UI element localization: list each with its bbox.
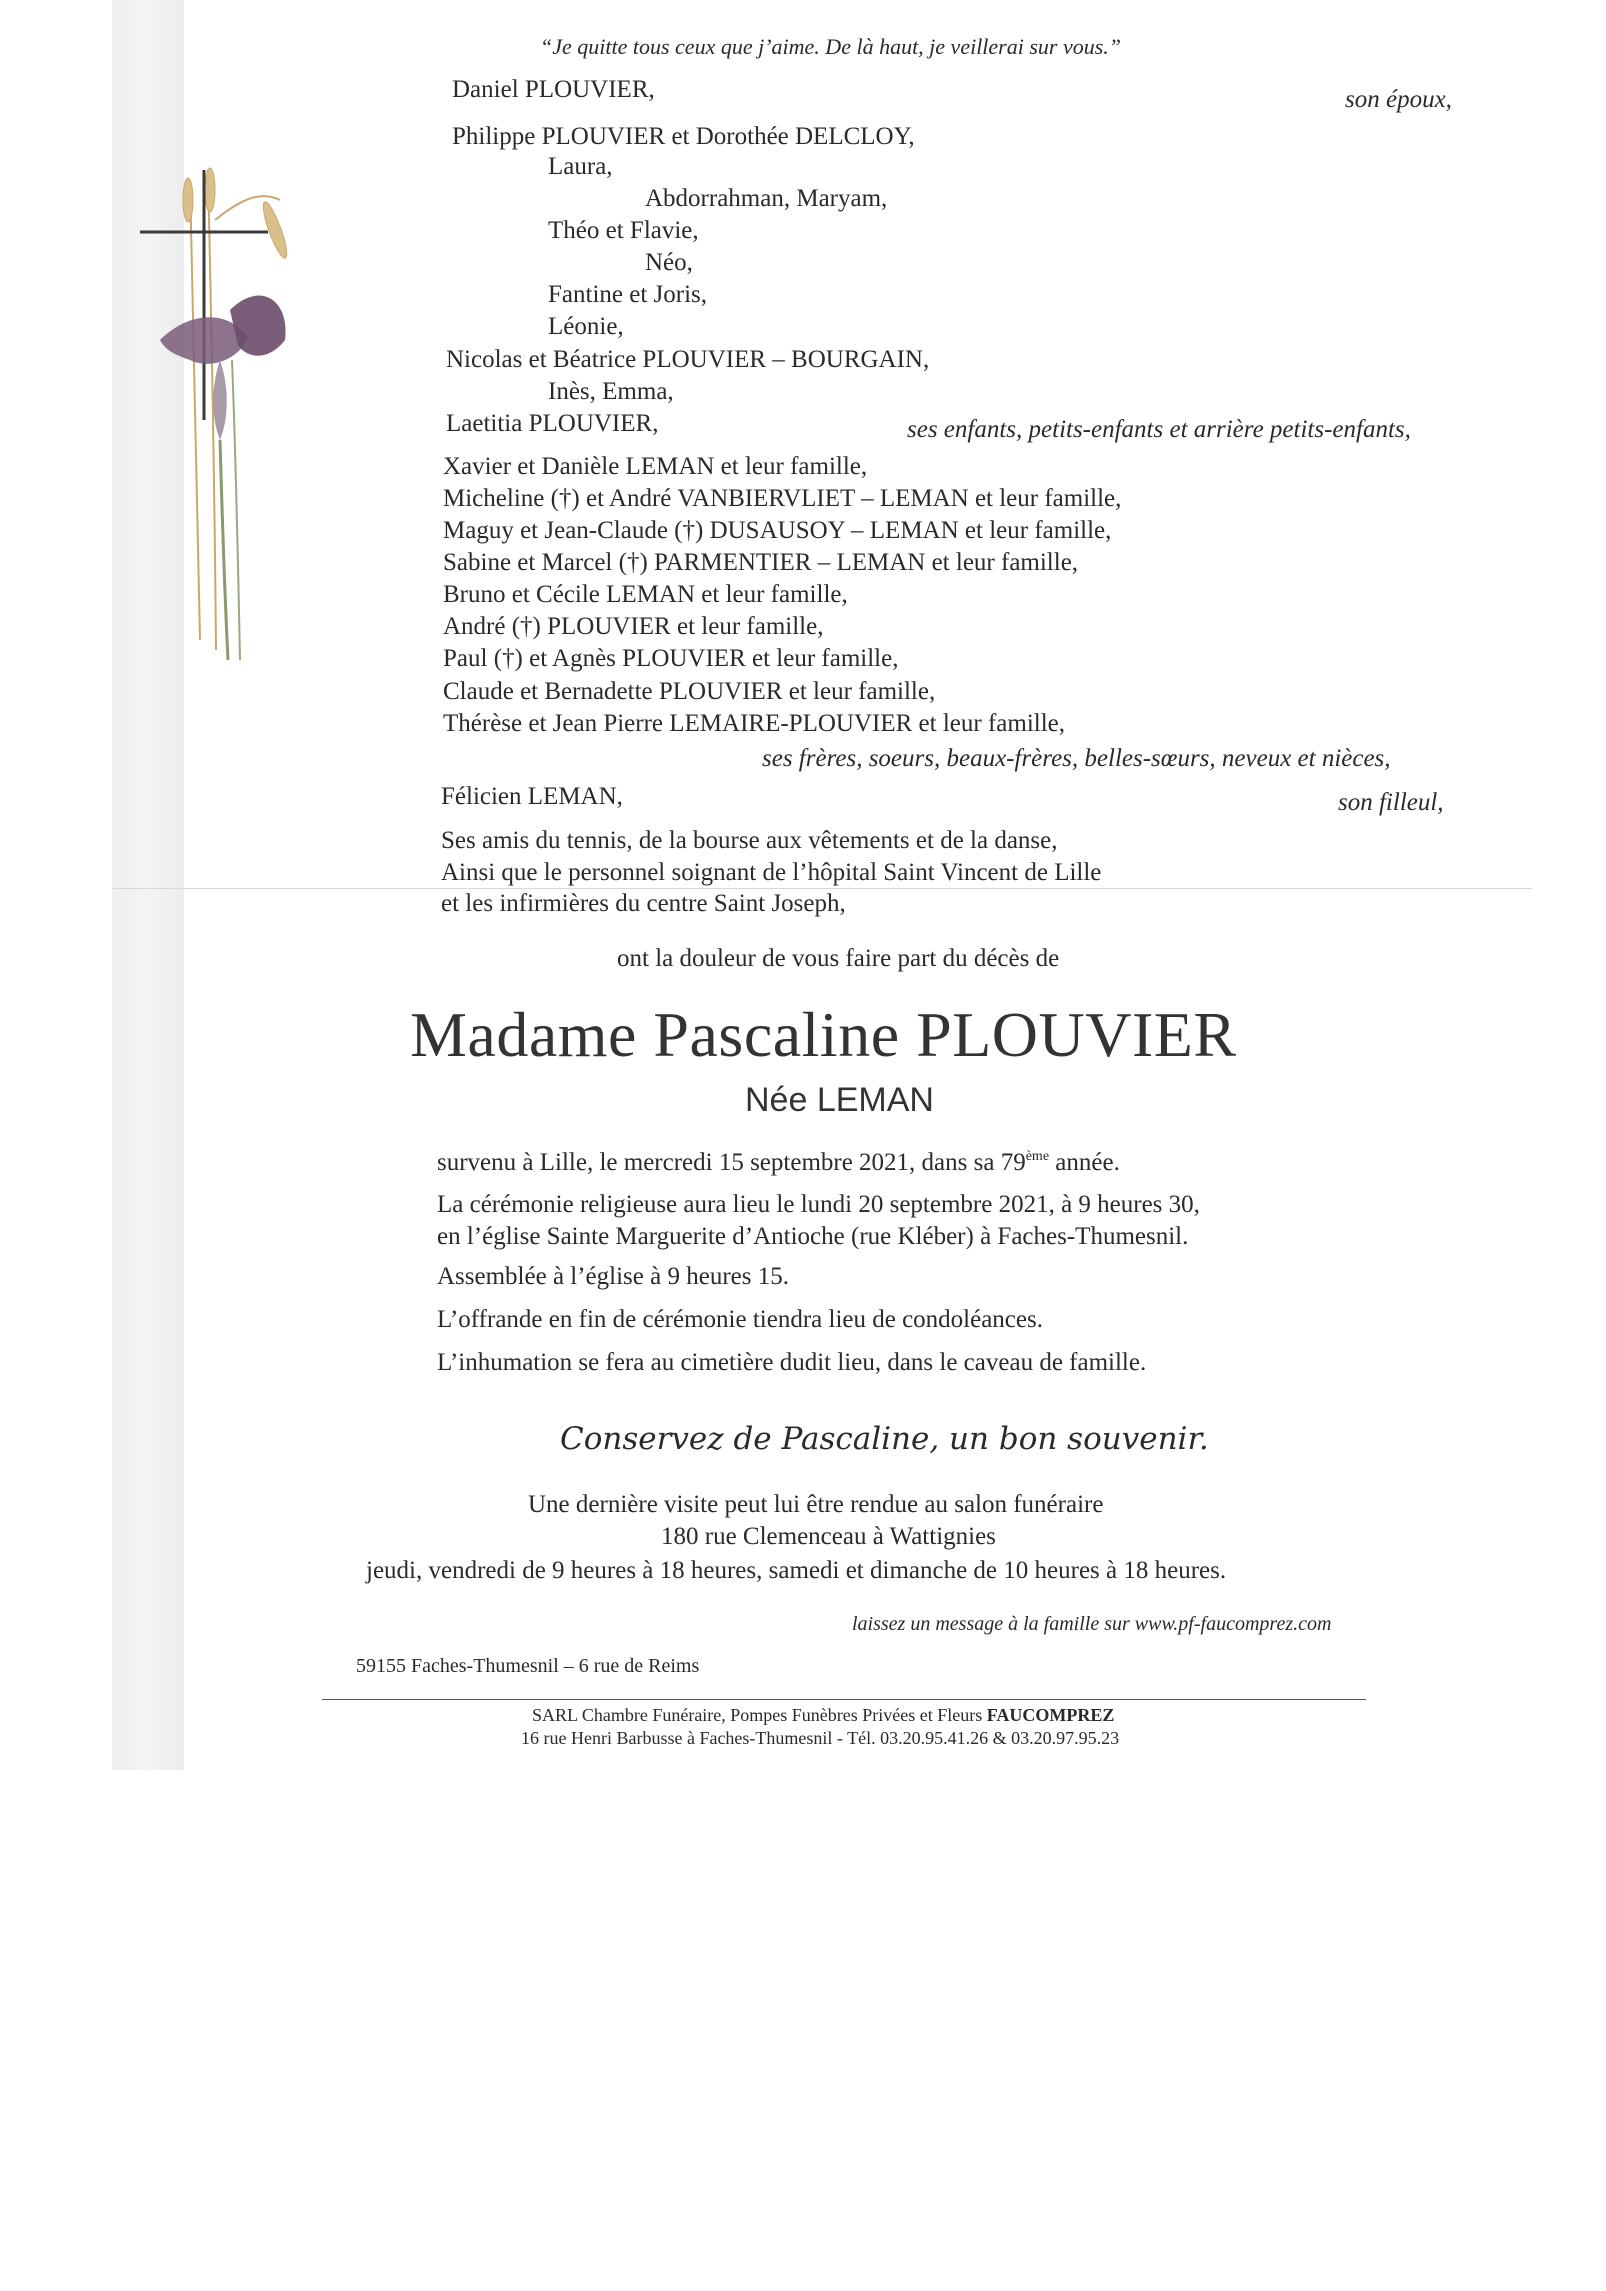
children-relation: ses enfants, petits-enfants et arrière petits-enfants, xyxy=(907,416,1411,443)
cross xyxy=(140,170,268,420)
sibling-line: Paul (†) et Agnès PLOUVIER et leur famille, xyxy=(443,645,899,672)
sibling-line: Claude et Bernadette PLOUVIER et leur famille, xyxy=(443,678,936,705)
sibling-line: André (†) PLOUVIER et leur famille, xyxy=(443,613,824,640)
wheat-stalks xyxy=(183,168,291,650)
child-line: Philippe PLOUVIER et Dorothée DELCLOY, xyxy=(452,123,915,150)
footer-divider xyxy=(322,1699,1366,1700)
opening-quote: “Je quitte tous ceux que j’aime. De là haut, je veillerai sur vous.” xyxy=(540,34,1122,59)
death-details-end: année. xyxy=(1049,1149,1120,1176)
cross-and-calla-lily-illustration xyxy=(120,160,320,680)
child-line: Laetitia PLOUVIER, xyxy=(446,410,659,437)
visit-line: Une dernière visite peut lui être rendue au salon funéraire xyxy=(528,1491,1104,1518)
assembly-time: Assemblée à l’église à 9 heures 15. xyxy=(437,1263,789,1290)
message-note: laissez un message à la famille sur www.pf-faucomprez.com xyxy=(852,1613,1332,1635)
calla-lily xyxy=(160,296,286,660)
visit-address: 180 rue Clemenceau à Wattignies xyxy=(661,1523,996,1550)
friends-line: Ainsi que le personnel soignant de l’hôpital Saint Vincent de Lille xyxy=(441,859,1102,886)
godson-relation: son filleul, xyxy=(1338,789,1444,816)
ceremony-location: en l’église Sainte Marguerite d’Antioche (rue Kléber) à Faches-Thumesnil. xyxy=(437,1223,1189,1250)
memory-phrase: Conservez de Pascaline, un bon souvenir. xyxy=(560,1421,1209,1457)
grandchild-line: Fantine et Joris, xyxy=(548,281,708,308)
sibling-line: Maguy et Jean-Claude (†) DUSAUSOY – LEMAN et leur famille, xyxy=(443,517,1112,544)
grandchild-line: Théo et Flavie, xyxy=(548,217,699,244)
ordinal-suffix: ème xyxy=(1025,1149,1050,1164)
burial-note: L’inhumation se fera au cimetière dudit lieu, dans le caveau de famille. xyxy=(437,1349,1147,1376)
ceremony-line: La cérémonie religieuse aura lieu le lundi 20 septembre 2021, à 9 heures 30, xyxy=(437,1191,1200,1218)
friends-line: Ses amis du tennis, de la bourse aux vêtements et de la danse, xyxy=(441,827,1058,854)
company-description: SARL Chambre Funéraire, Pompes Funèbres Privées et Fleurs xyxy=(532,1705,987,1725)
funeral-company xyxy=(532,1704,1114,1726)
sibling-line: Sabine et Marcel (†) PARMENTIER – LEMAN et leur famille, xyxy=(443,549,1079,576)
godson-name: Félicien LEMAN, xyxy=(441,783,623,810)
visit-hours: jeudi, vendredi de 9 heures à 18 heures, samedi et dimanche de 10 heures à 18 heures. xyxy=(366,1557,1227,1584)
death-details xyxy=(437,1148,1120,1178)
offering-note: L’offrande en fin de cérémonie tiendra lieu de condoléances. xyxy=(437,1306,1043,1333)
deceased-name: Madame Pascaline PLOUVIER xyxy=(410,999,1237,1070)
sibling-line: Xavier et Danièle LEMAN et leur famille, xyxy=(443,453,868,480)
great-grandchild-line: Abdorrahman, Maryam, xyxy=(645,185,888,212)
grandchild-line: Inès, Emma, xyxy=(548,378,674,405)
siblings-relation: ses frères, soeurs, beaux-frères, belles-sœurs, neveux et nièces, xyxy=(762,745,1391,772)
grandchild-line: Léonie, xyxy=(548,313,624,340)
friends-line: et les infirmières du centre Saint Joseph, xyxy=(441,890,846,917)
sibling-line: Micheline (†) et André VANBIERVLIET – LEMAN et leur famille, xyxy=(443,485,1122,512)
death-details-text: survenu à Lille, le mercredi 15 septembre 2021, dans sa 79 xyxy=(437,1149,1026,1176)
maiden-name: Née LEMAN xyxy=(745,1081,934,1119)
sibling-line: Bruno et Cécile LEMAN et leur famille, xyxy=(443,581,848,608)
announcement-text: ont la douleur de vous faire part du décès de xyxy=(617,945,1060,972)
spouse-name: Daniel PLOUVIER, xyxy=(452,76,655,103)
company-name: FAUCOMPREZ xyxy=(986,1705,1115,1725)
child-line: Nicolas et Béatrice PLOUVIER – BOURGAIN, xyxy=(446,346,930,373)
sibling-line: Thérèse et Jean Pierre LEMAIRE-PLOUVIER et leur famille, xyxy=(443,710,1066,737)
spouse-relation: son époux, xyxy=(1345,86,1452,113)
grandchild-line: Laura, xyxy=(548,153,613,180)
family-address: 59155 Faches-Thumesnil – 6 rue de Reims xyxy=(356,1655,700,1677)
company-contact: 16 rue Henri Barbusse à Faches-Thumesnil - Tél. 03.20.95.41.26 & 03.20.97.95.23 xyxy=(521,1728,1120,1748)
great-grandchild-line: Néo, xyxy=(645,249,693,276)
